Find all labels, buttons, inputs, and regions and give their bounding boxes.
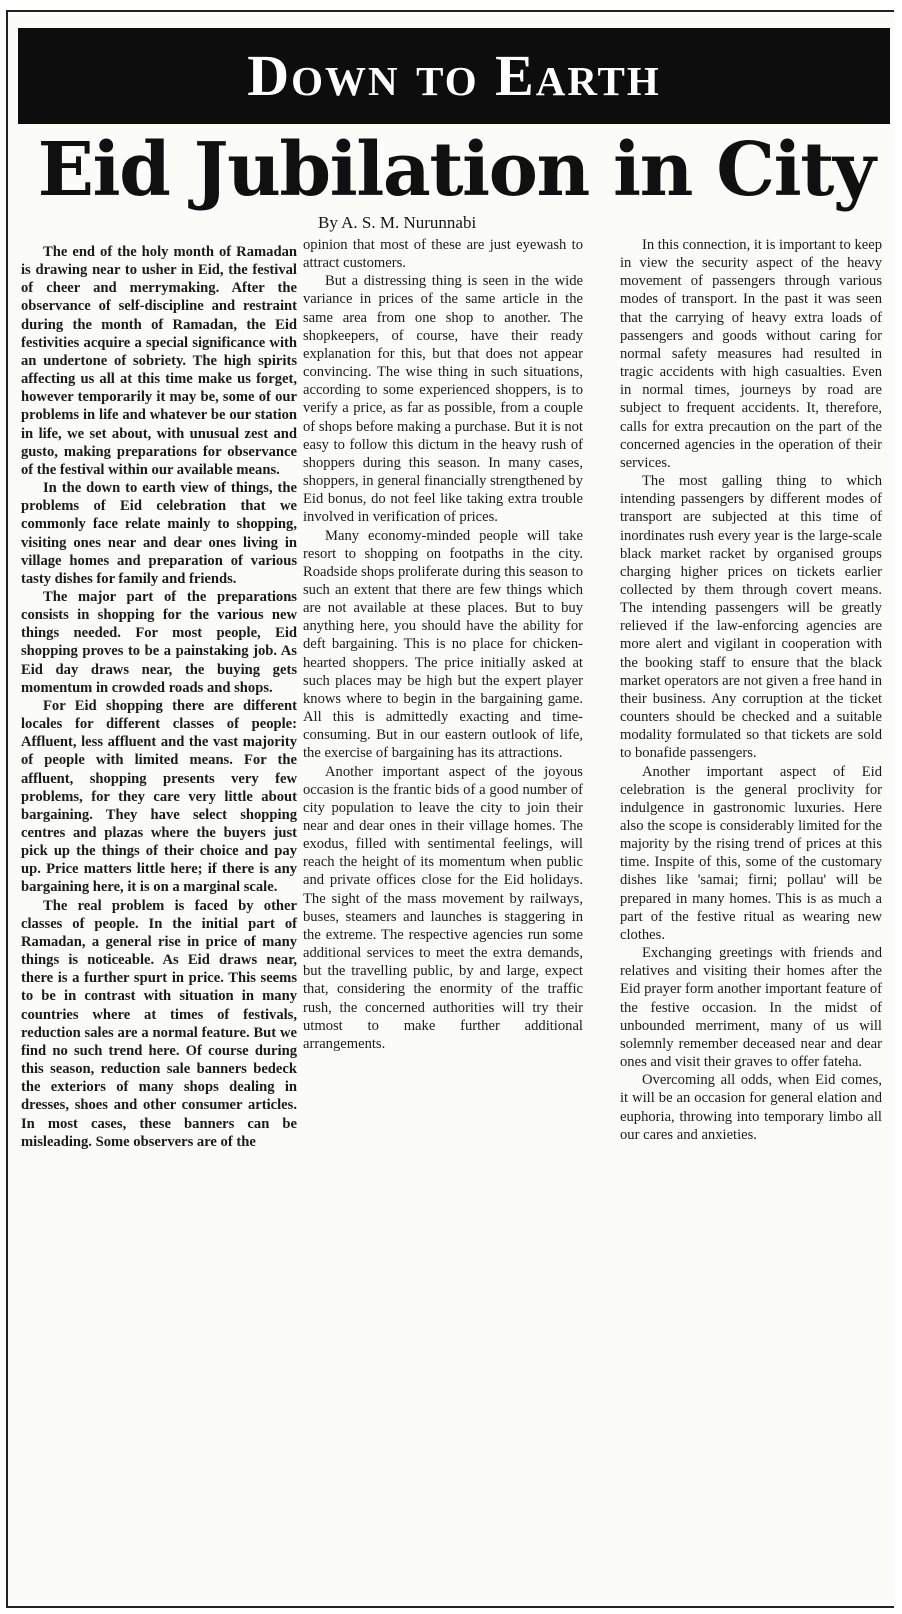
paragraph: Overcoming all odds, when Eid comes, it will be an occasion for general elation and euphoria, throwing into temporary limbo all our cares and anxieties. bbox=[620, 1072, 882, 1143]
article-column-3 bbox=[620, 236, 882, 1144]
article-headline: Eid Jubilation in City bbox=[37, 127, 875, 213]
article-column-1 bbox=[21, 243, 297, 1151]
paragraph: Many economy-minded people will take resort to shopping on footpaths in the city. Roadside shops proliferate during this season to such an extent that there are few things which are not available at these places. But to buy anything here, you should have the ability for deft bargaining. This is no place for chicken-hearted shoppers. The price initially asked at such places may be high but the expert player knows where to begin in the bargaining game. All this is admittedly exacting and time-consuming. But in our eastern outlook of life, the exercise of bargaining has its attractions. bbox=[303, 527, 583, 762]
byline: By A. S. M. Nurunnabi bbox=[318, 213, 477, 232]
paragraph: opinion that most of these are just eyewash to attract customers. bbox=[303, 237, 583, 272]
paragraph: In the down to earth view of things, the problems of Eid celebration that we commonly face relate mainly to shopping, visiting ones near and dear ones living in village homes and preparation of various tasty dishes for family and friends. bbox=[21, 480, 297, 587]
paragraph: The real problem is faced by other classes of people. In the initial part of Ramadan, a general rise in price of many things is noticeable. As Eid draws near, there is a further spurt in price. This seems to be in contrast with situation in many countries where at times of festivals, reduction sales are a normal feature. But we find no such trend here. Of course during this season, reduction sale banners bedeck the exteriors of many shops dealing in dresses, shoes and other consumer articles. In most cases, these banners can be misleading. Some observers are of the bbox=[21, 897, 297, 1150]
article-column-2 bbox=[303, 236, 583, 1053]
paragraph: The most galling thing to which intending passengers by different modes of transport are subjected at this time of inordinates rush every year is the large-scale black market racket by organised groups charging higher prices on tickets earlier collected by them through covert means. The intending passengers will be greatly relieved if the law-enforcing agencies are more alert and vigilant in cooperation with the booking staff to ensure that the black market operators are not given a free hand in their business. Any corruption at the ticket counters should be checked and a suitable modality formulated so that tickets are sold to bonafide passengers. bbox=[620, 473, 882, 762]
paragraph: For Eid shopping there are different locales for different classes of people: Affluent, less affluent and the vast majority of people with limited means. For the affluent, shopping presents very few problems, for they care very little about bargaining. They have select shopping centres and plazas where the buyers just pick up the things of their choice and pay up. Price matters little here; if there is any bargaining here, it is on a marginal scale. bbox=[21, 697, 297, 896]
paragraph: Another important aspect of Eid celebration is the general proclivity for indulgence in gastronomic luxuries. Here also the scope is considerably limited for the majority by the rising trend of prices at this time. Inspite of this, some of the customary dishes like 'samai; firni; pollau' will be prepared in many homes. This is as much a part of the festive ritual as wearing new clothes. bbox=[620, 763, 882, 943]
paragraph: But a distressing thing is seen in the wide variance in prices of the same article in the same area from one shop to another. The shopkeepers, of course, have their ready explanation for this, but that does not appear convincing. The wise thing in such situations, according to some experienced shoppers, is to verify a price, as far as possible, from a couple of shops before making a purchase. But it is not easy to follow this dictum in the heavy rush of shoppers during this season. In many cases, shoppers, in general financially strengthened by Eid bonus, do not feel like taking extra trouble involved in verification of prices. bbox=[303, 273, 583, 526]
paragraph: Exchanging greetings with friends and relatives and visiting their homes after the Eid prayer form another important feature of the festive occasion. In the midst of unbounded merriment, many of us will solemnly remember deceased near and dear ones and visit their graves to offer fateha. bbox=[620, 945, 882, 1071]
paragraph: Another important aspect of the joyous occasion is the frantic bids of a good number of city population to leave the city to join their near and dear ones in their village homes. The exodus, filled with sentimental feelings, will reach the height of its momentum when public and private offices close for the Eid holidays. The sight of the mass movement by railways, buses, steamers and launches is staggering in the extreme. The respective agencies run some additional services to meet the extra demands, but the travelling public, by and large, expect that, considering the enormity of the traffic rush, the concerned authorities will try their utmost to make further additional arrangements. bbox=[303, 763, 583, 1052]
paragraph: In this connection, it is important to keep in view the security aspect of the heavy movement of passengers through various modes of transport. In the past it was seen that the carrying of heavy extra loads of passengers and goods without caring for normal safety measures had resulted in tragic accidents with high casualties. Even in normal times, journeys by road are subject to frequent accidents. It, therefore, calls for extra precaution on the part of the concerned agencies in the operation of their services. bbox=[620, 237, 882, 471]
paragraph: The major part of the preparations consists in shopping for the various new things needed. For most people, Eid shopping proves to be a painstaking job. As Eid day draws near, the buying gets momentum in crowded roads and shops. bbox=[21, 588, 297, 696]
section-banner: Down to Earth bbox=[18, 28, 890, 124]
paragraph: The end of the holy month of Ramadan is drawing near to usher in Eid, the festival of cheer and merrymaking. After the observance of self-discipline and restraint during the month of Ramadan, the Eid festivities acquire a special significance with an undertone of sobriety. The high spirits affecting us all at this time make us forget, however temporarily it may be, some of our problems in life and whatever be our station in life, we set about, with unusual zest and gusto, making preparations for observance of the festival within our available means. bbox=[21, 244, 297, 478]
